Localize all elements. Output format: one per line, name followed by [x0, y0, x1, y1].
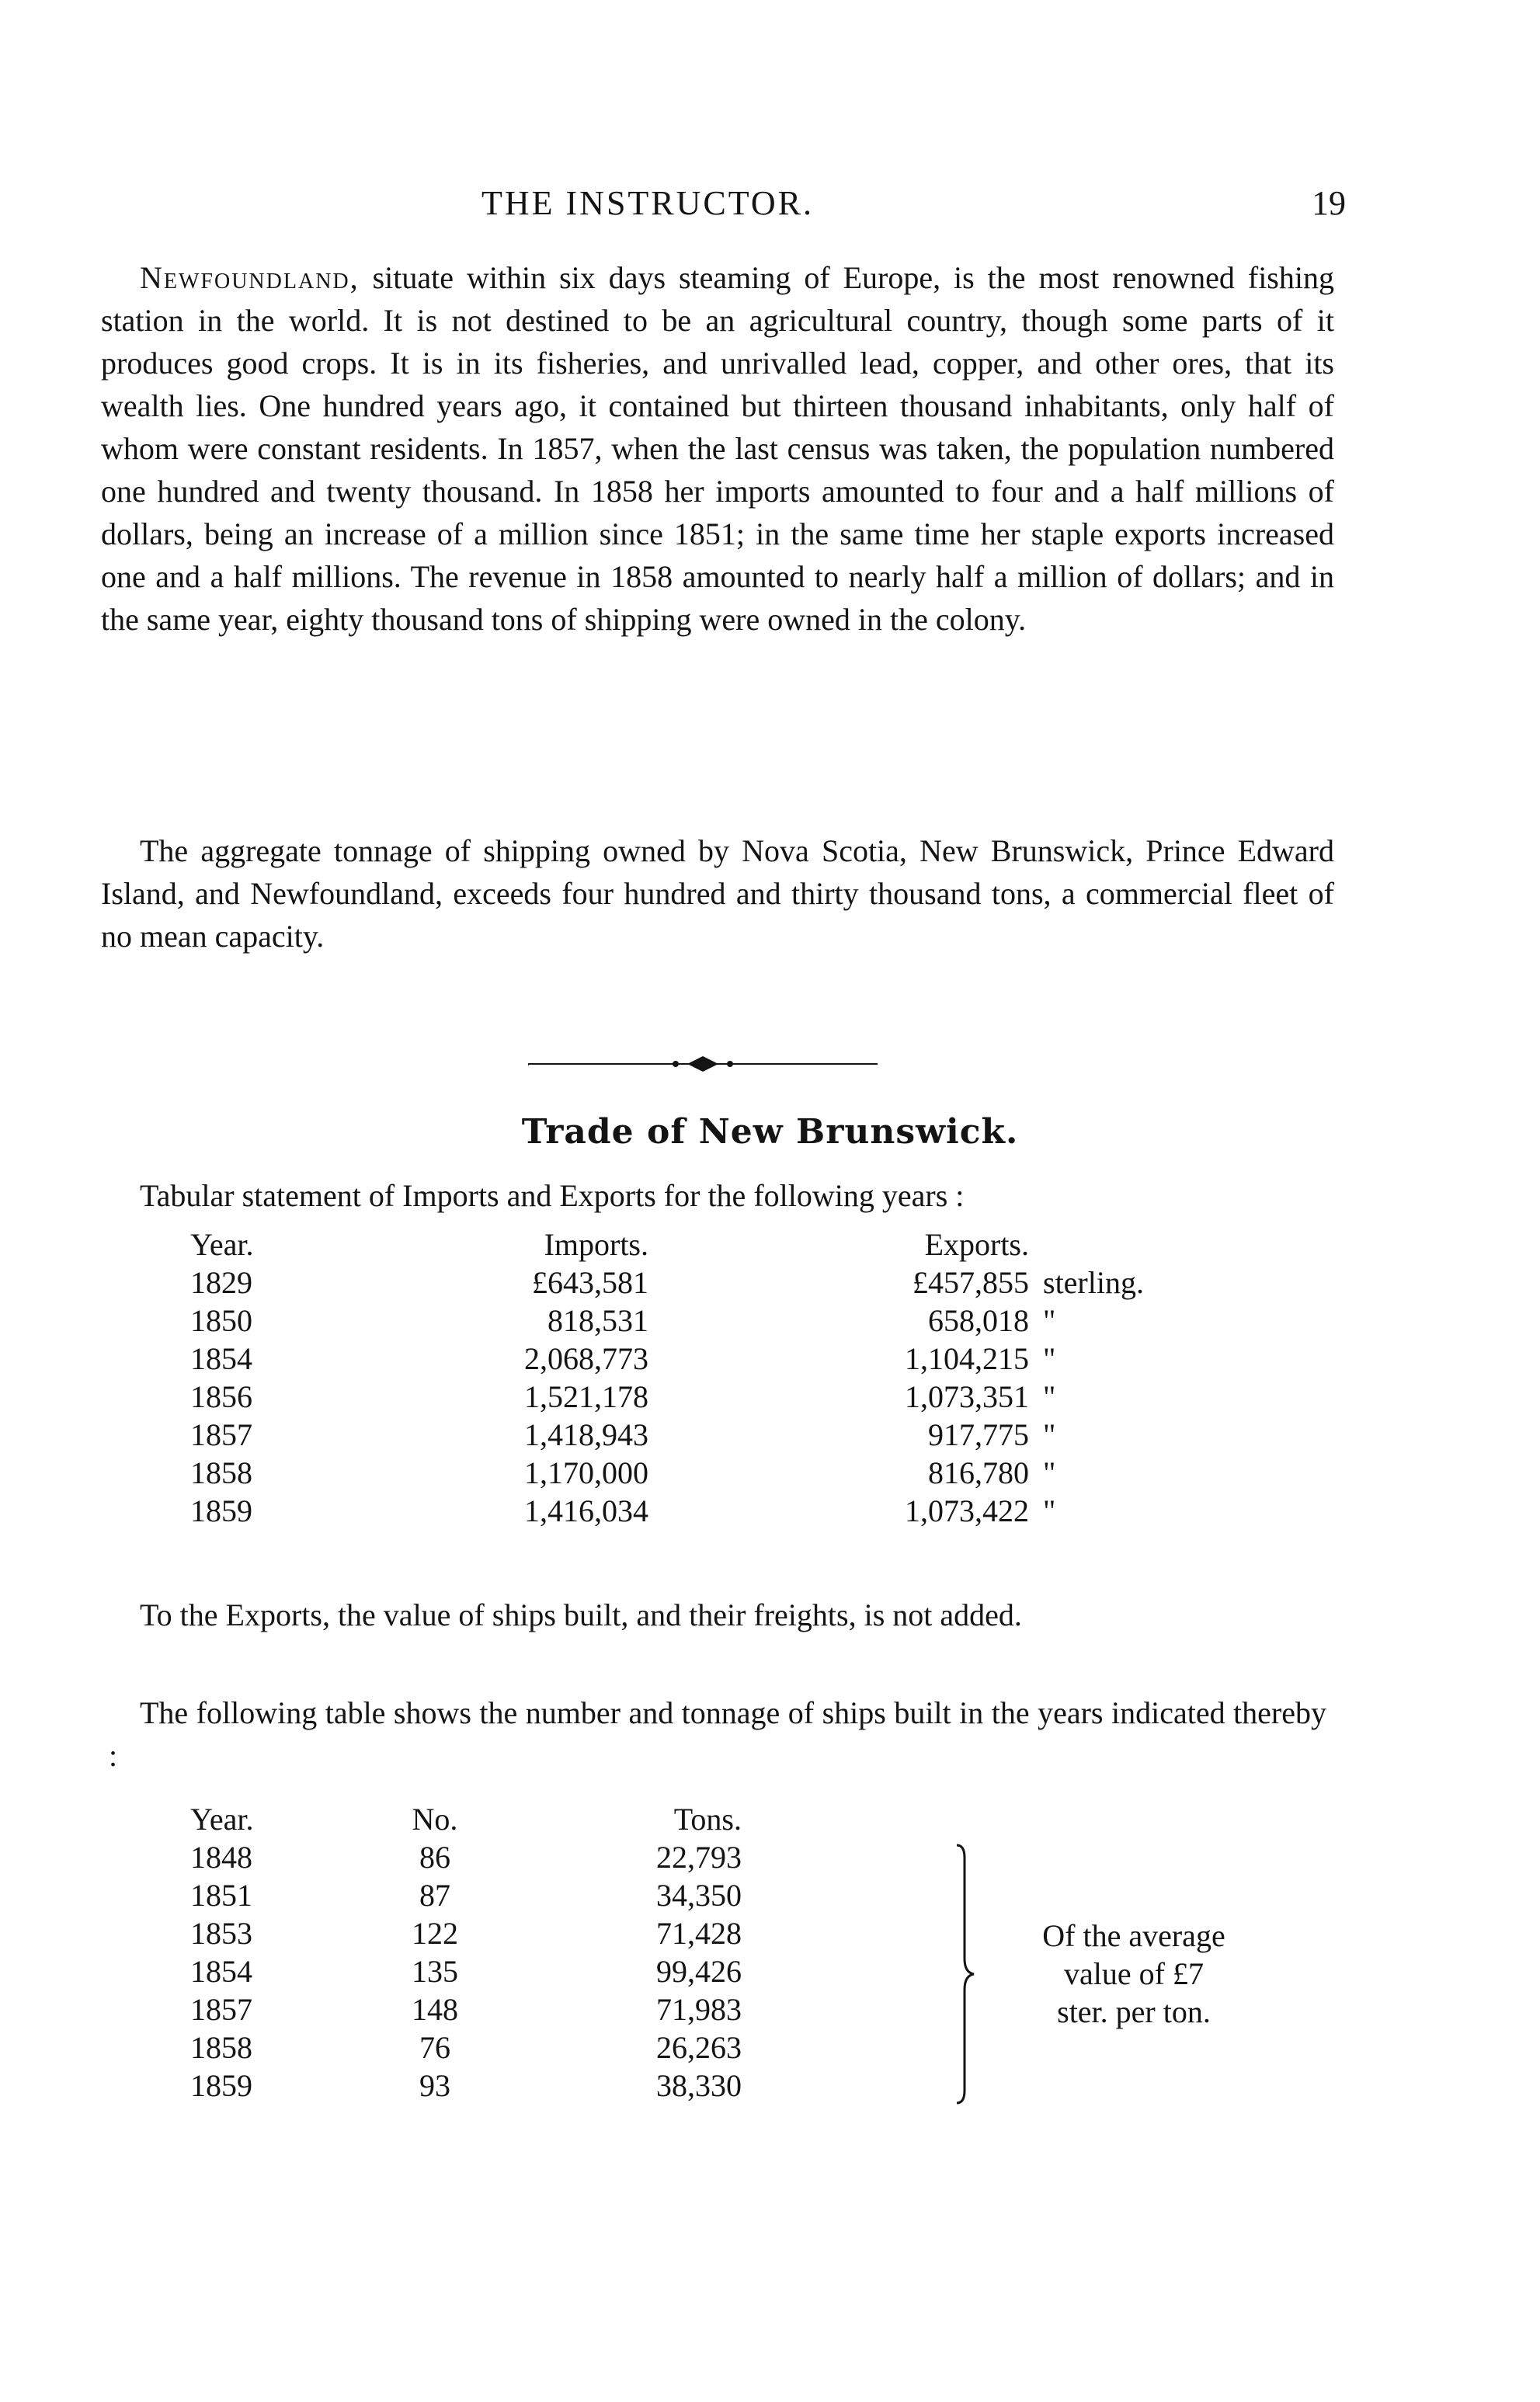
section-ornament-divider — [528, 1048, 878, 1079]
table-row — [190, 1340, 1167, 1378]
table-row — [190, 2067, 742, 2105]
cell-imports: 818,531 — [548, 1303, 648, 1338]
table-row — [190, 2028, 742, 2067]
cell-number: 87 — [419, 1878, 450, 1913]
cell-exports: 1,073,351 — [905, 1379, 1029, 1414]
table-row — [190, 1952, 742, 1990]
cell-year: 1848 — [190, 1840, 252, 1875]
trade-table — [190, 1225, 1167, 1530]
cell-exports: 1,104,215 — [905, 1341, 1029, 1376]
cell-note: " — [1043, 1303, 1056, 1338]
cell-note: " — [1043, 1341, 1056, 1376]
column-header-year: Year. — [190, 1802, 254, 1837]
table-row — [190, 1838, 742, 1876]
cell-year: 1854 — [190, 1954, 252, 1989]
cell-imports: 1,521,178 — [524, 1379, 648, 1414]
page-header — [0, 183, 1540, 230]
cell-number: 93 — [419, 2068, 450, 2103]
table-row — [190, 1264, 1167, 1302]
cell-tons: 26,263 — [656, 2030, 742, 2065]
cell-tons: 99,426 — [656, 1954, 742, 1989]
cell-note: " — [1043, 1379, 1056, 1414]
trade-table-caption: Tabular statement of Imports and Exports for the following years : — [140, 1178, 965, 1213]
paragraph-aggregate-tonnage: The aggregate tonnage of shipping owned by Nova Scotia, New Brunswick, Prince Edward Island, and Newfoundland, exceeds four hundred and thirty thousand tons, a commercial fleet of no mean capacity. — [101, 833, 1334, 954]
cell-tons: 38,330 — [656, 2068, 742, 2103]
running-title: THE INSTRUCTOR. — [481, 184, 814, 222]
cell-year: 1857 — [190, 1417, 252, 1452]
page-number: 19 — [1312, 184, 1346, 222]
column-header-imports: Imports. — [544, 1227, 648, 1262]
cell-year: 1858 — [190, 1455, 252, 1490]
cell-year: 1854 — [190, 1341, 252, 1376]
cell-note: sterling. — [1043, 1265, 1144, 1300]
paragraph-newfoundland — [101, 256, 1334, 641]
cell-note: " — [1043, 1455, 1056, 1490]
cell-imports: 2,068,773 — [524, 1341, 648, 1376]
cell-number: 135 — [412, 1954, 458, 1989]
cell-tons: 71,428 — [656, 1916, 742, 1951]
section-title: Trade of New Brunswick. — [521, 1112, 1019, 1152]
ships-table — [190, 1800, 742, 2105]
ships-table-header-row — [190, 1800, 742, 1838]
paragraph-exports-note: To the Exports, the value of ships built, and their freights, is not added. — [140, 1597, 1022, 1632]
cell-number: 86 — [419, 1840, 450, 1875]
cell-note: " — [1043, 1417, 1056, 1452]
cell-exports: £457,855 — [913, 1265, 1029, 1300]
table-row — [190, 1302, 1167, 1340]
table-row — [190, 1990, 742, 2028]
cell-number: 148 — [412, 1992, 458, 2027]
column-header-tons: Tons. — [673, 1802, 742, 1837]
note-line: value of £7 — [1064, 1956, 1204, 1991]
table-row — [190, 1378, 1167, 1416]
note-line: ster. per ton. — [1057, 1994, 1211, 2029]
cell-year: 1858 — [190, 2030, 252, 2065]
column-header-number: No. — [412, 1802, 458, 1837]
column-header-exports: Exports. — [924, 1227, 1029, 1262]
table-row — [190, 1914, 742, 1952]
right-brace — [954, 1842, 977, 2106]
column-header-year: Year. — [190, 1227, 254, 1262]
cell-exports: 816,780 — [928, 1455, 1029, 1490]
cell-year: 1829 — [190, 1265, 252, 1300]
cell-year: 1850 — [190, 1303, 252, 1338]
table-row — [190, 1416, 1167, 1454]
cell-year: 1859 — [190, 1493, 252, 1528]
cell-imports: £643,581 — [532, 1265, 648, 1300]
cell-number: 76 — [419, 2030, 450, 2065]
cell-year: 1853 — [190, 1916, 252, 1951]
note-line: Of the average — [1042, 1918, 1225, 1953]
paragraph-body: situate within six days steaming of Europe, is the most renowned fishing station in the world. It is not destined to be an agricultural country, though some parts of it produces good crops. It is in its fisheries, and unrivalled lead, copper, and other ores, that its wealth lies. One hundred years ago, it contained but thirteen thousand inhabitants, only half of whom were constant residents. In 1857, when the last census was taken, the population numbered one hundred and twenty thousand. In 1858 her imports amounted to four and a half millions of dollars, being an increase of a million since 1851; in the same time her staple exports increased one and a half millions. The revenue in 1858 amounted to nearly half a million of dollars; and in the same year, eighty thousand tons of shipping were owned in the colony. — [101, 260, 1334, 637]
table-row — [190, 1492, 1167, 1530]
cell-tons: 22,793 — [656, 1840, 742, 1875]
cell-tons: 34,350 — [656, 1878, 742, 1913]
table-row — [190, 1876, 742, 1914]
cell-imports: 1,416,034 — [524, 1493, 648, 1528]
cell-imports: 1,418,943 — [524, 1417, 648, 1452]
table-row — [190, 1454, 1167, 1492]
cell-year: 1851 — [190, 1878, 252, 1913]
cell-year: 1856 — [190, 1379, 252, 1414]
trade-table-header-row — [190, 1225, 1167, 1264]
cell-note: " — [1043, 1493, 1056, 1528]
cell-exports: 1,073,422 — [905, 1493, 1029, 1528]
cell-exports: 917,775 — [928, 1417, 1029, 1452]
paragraph-ships-intro: The following table shows the number and tonnage of ships built in the years indicated thereby : — [109, 1695, 1326, 1773]
cell-year: 1857 — [190, 1992, 252, 2027]
lead-word: Newfoundland, — [140, 260, 360, 295]
cell-imports: 1,170,000 — [524, 1455, 648, 1490]
cell-number: 122 — [412, 1916, 458, 1951]
average-value-note — [979, 1917, 1289, 2031]
cell-year: 1859 — [190, 2068, 252, 2103]
cell-tons: 71,983 — [656, 1992, 742, 2027]
cell-exports: 658,018 — [928, 1303, 1029, 1338]
